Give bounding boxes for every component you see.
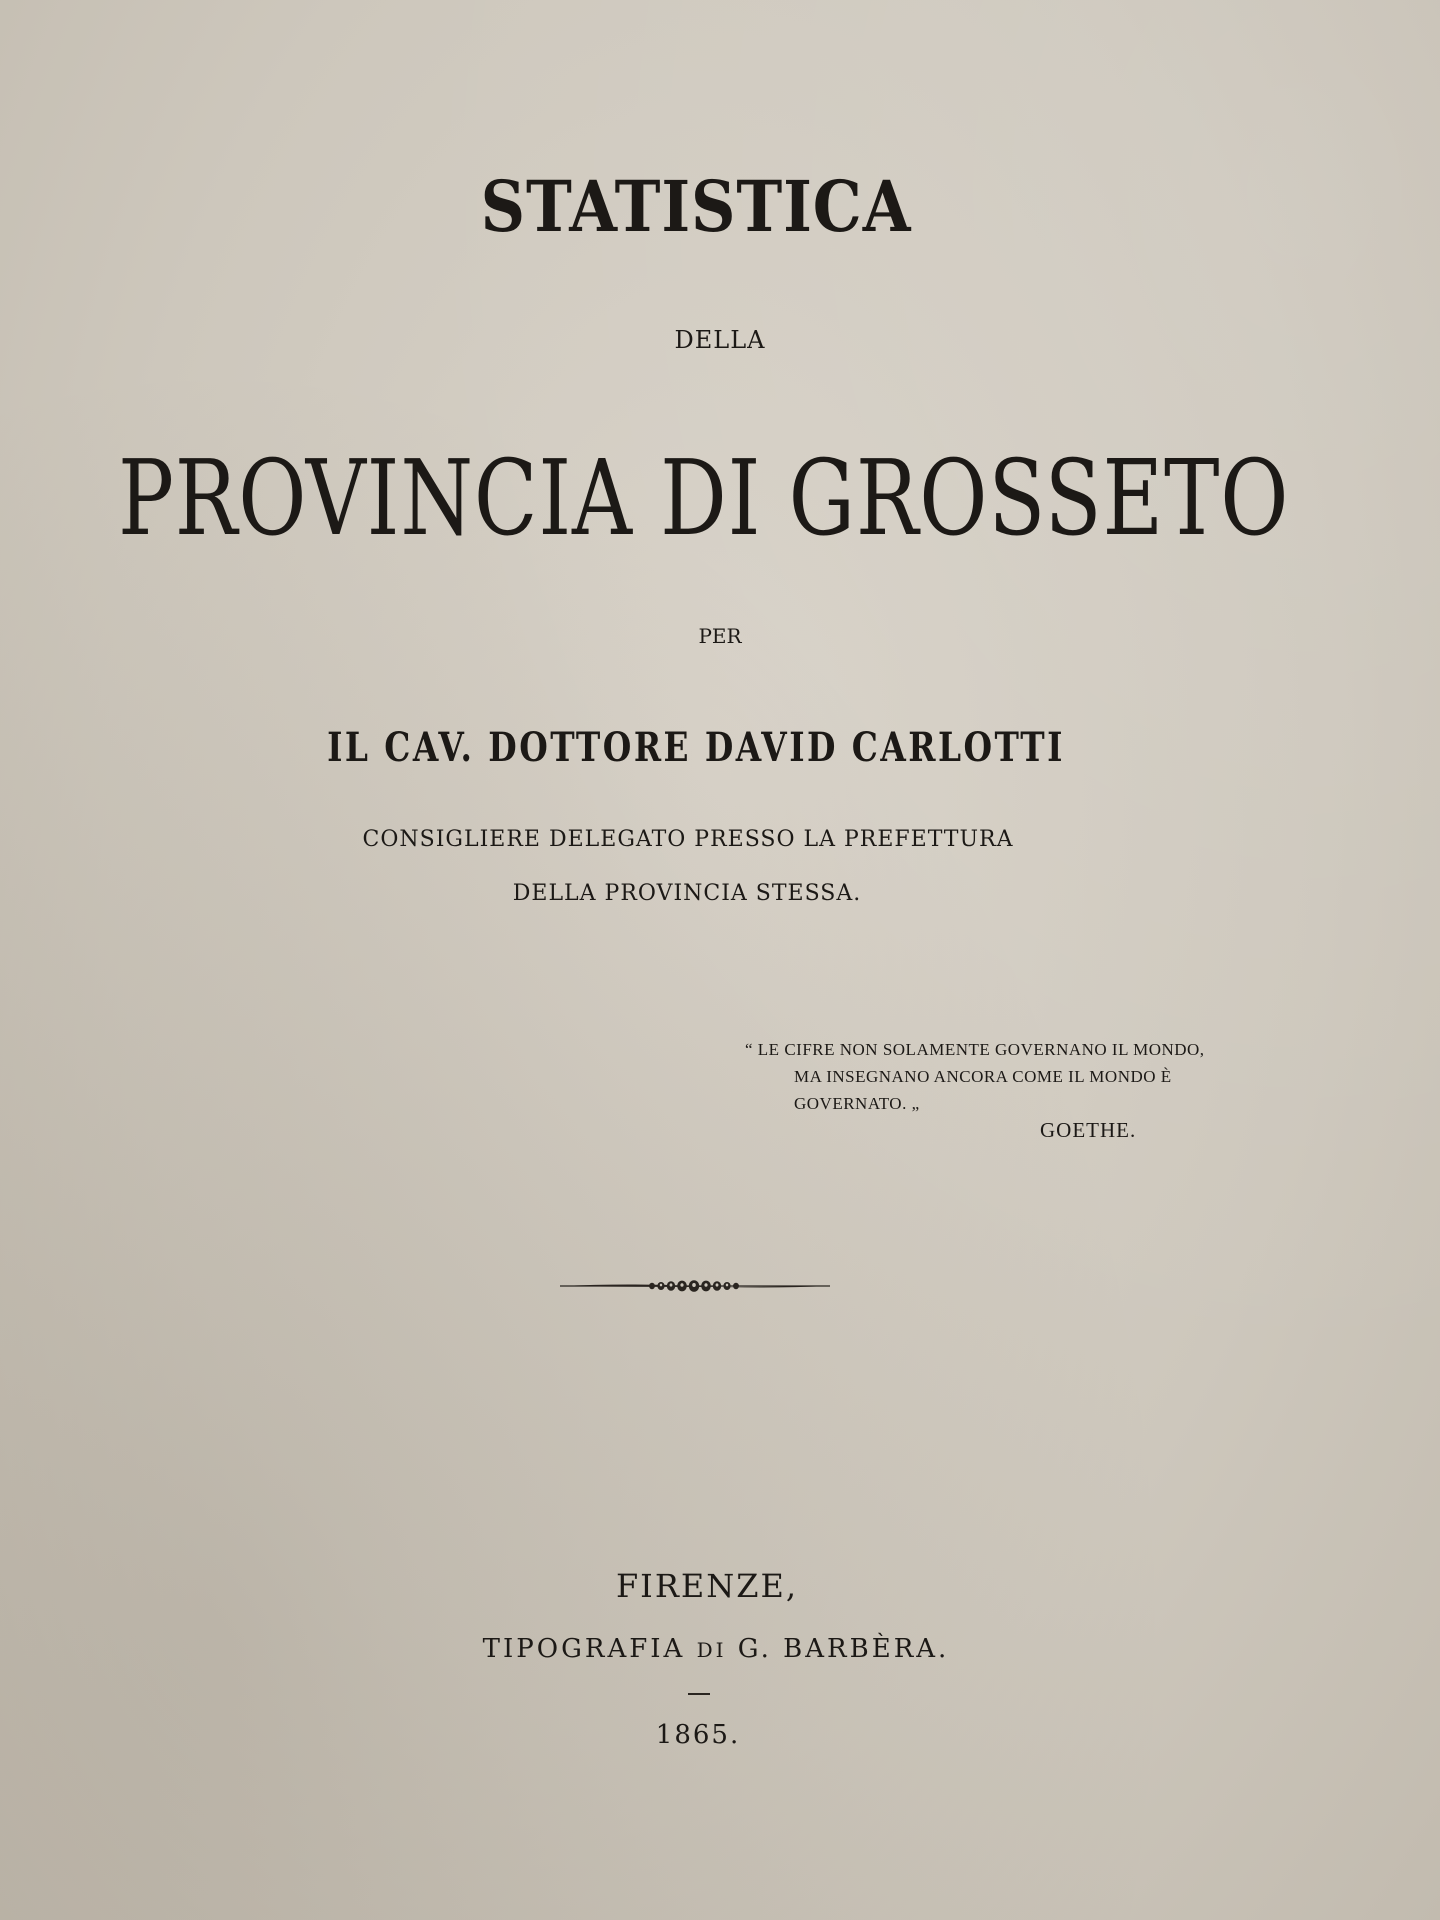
imprint-printer <box>0 1636 1436 1662</box>
author-role-line-1: CONSIGLIERE DELEGATO PRESSO LA PREFETTURA <box>362 827 1014 852</box>
title-provincia-di-grosseto: PROVINCIA DI GROSSETO <box>118 437 1290 559</box>
imprint-printer-di: DI <box>696 1638 727 1662</box>
epigraph-line-1: “ LE CIFRE NON SOLAMENTE GOVERNANO IL MONDO, <box>745 1040 1205 1059</box>
author-role-line-2: DELLA PROVINCIA STESSA. <box>512 881 862 906</box>
title-per: PER <box>698 624 742 648</box>
imprint-city: FIRENZE, <box>615 1567 799 1605</box>
imprint-printer-part-1: TIPOGRAFIA <box>482 1634 686 1664</box>
title-della: DELLA <box>674 326 766 354</box>
imprint-year: 1865. <box>655 1720 741 1750</box>
ornament-divider-icon <box>560 1276 830 1296</box>
epigraph-line-2: MA INSEGNANO ANCORA COME IL MONDO È <box>794 1067 1172 1086</box>
epigraph-line-3: GOVERNATO. „ <box>794 1094 920 1113</box>
epigraph-quote <box>745 1036 1225 1117</box>
imprint-dash <box>688 1693 710 1695</box>
epigraph-source: GOETHE. <box>1040 1118 1137 1142</box>
title-statistica: STATISTICA <box>480 165 912 248</box>
imprint-printer-part-2: G. BARBÈRA. <box>737 1634 950 1664</box>
author-name: IL CAV. DOTTORE DAVID CARLOTTI <box>327 724 1065 771</box>
